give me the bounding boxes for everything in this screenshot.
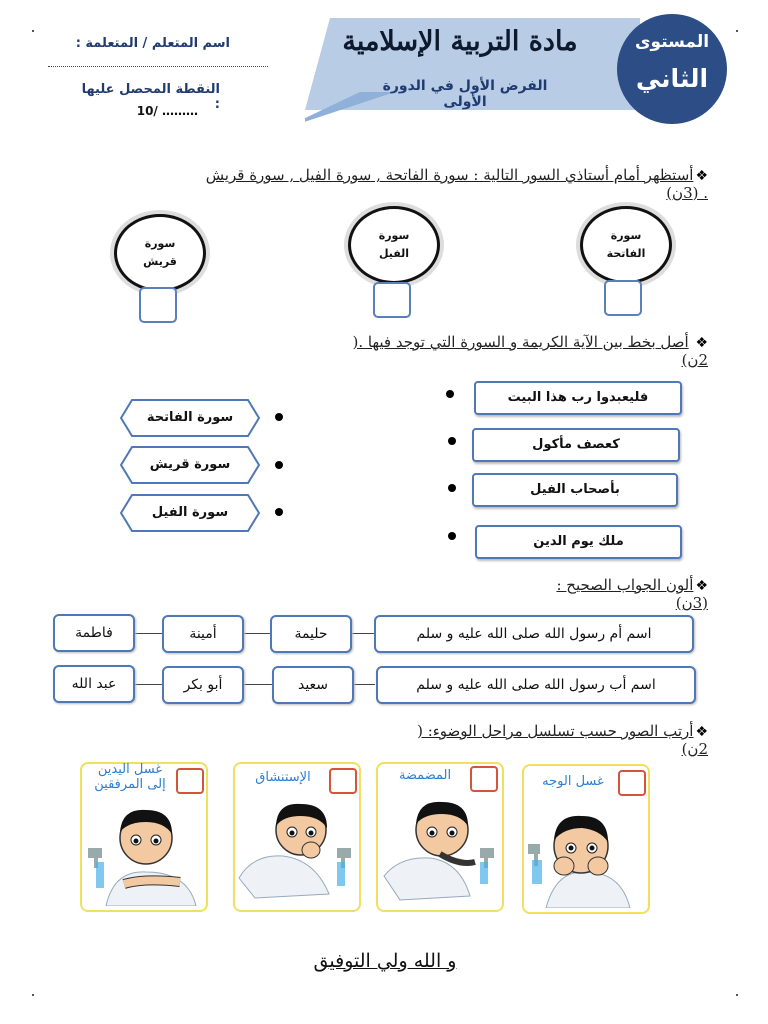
name-option[interactable]: أمينة — [162, 615, 244, 653]
exam-subtitle: الفرض الأول في الدورة الأولى — [382, 78, 548, 110]
diamond-bullet-icon: ❖ — [695, 335, 708, 351]
question-1 — [200, 166, 708, 202]
diamond-bullet-icon: ❖ — [695, 168, 708, 184]
corner-dot — [32, 994, 34, 996]
closing-phrase: و الله ولي التوفيق — [313, 950, 457, 972]
order-checkbox[interactable] — [329, 768, 357, 794]
question-3-text: ألون الجواب الصحيح : (3ن) — [556, 576, 708, 612]
corner-dot — [32, 30, 34, 32]
diamond-bullet-icon: ❖ — [695, 724, 708, 740]
surah-circle-line2: الفاتحة — [606, 247, 646, 260]
surah-circle — [348, 206, 440, 284]
surah-option[interactable] — [120, 494, 260, 532]
surah-option[interactable] — [120, 446, 260, 484]
verse-dot[interactable] — [448, 532, 456, 540]
order-checkbox[interactable] — [470, 766, 498, 792]
answer-checkbox[interactable] — [604, 280, 642, 316]
wudu-step-label: غسل الوجه — [542, 774, 604, 789]
score-value: 10/ ……… — [136, 104, 198, 118]
wudu-card — [80, 762, 208, 912]
verse-box[interactable]: بأصحاب الفيل — [472, 473, 678, 507]
question-4 — [396, 722, 708, 758]
wudu-step-label-line2: إلى المرفقين — [94, 777, 166, 792]
surah-circle — [114, 214, 206, 292]
wudu-card — [376, 762, 504, 912]
wudu-step-label — [86, 762, 174, 792]
wudu-step-label: الإستنشاق — [255, 770, 311, 785]
wudu-card — [522, 764, 650, 914]
surah-dot[interactable] — [275, 413, 283, 421]
surah-option-label: سورة قريش — [149, 457, 231, 472]
question-row-1: اسم أم رسول الله صلى الله عليه و سلم — [374, 615, 694, 653]
wudu-step-label: المضمضة — [398, 768, 452, 783]
surah-circle-line1: سورة — [610, 229, 642, 242]
surah-option[interactable] — [120, 399, 260, 437]
surah-option-label: سورة الفاتحة — [146, 410, 234, 425]
name-option[interactable]: حليمة — [270, 615, 352, 653]
verse-dot[interactable] — [448, 437, 456, 445]
question-2 — [340, 333, 708, 369]
student-name-field[interactable] — [48, 62, 268, 67]
verse-box[interactable]: كعصف مأكول — [472, 428, 680, 462]
verse-dot[interactable] — [448, 484, 456, 492]
surah-circle-line2: الفيل — [378, 247, 410, 260]
score-label: النقطة المحصل عليها : — [81, 82, 220, 112]
level-label: المستوى — [634, 32, 710, 52]
name-option[interactable]: عبد الله — [53, 665, 135, 703]
name-option[interactable]: سعيد — [272, 666, 354, 704]
name-option[interactable]: أبو بكر — [162, 666, 244, 704]
boy-washing-arms-icon — [84, 798, 202, 906]
level-value: الثاني — [635, 64, 709, 93]
boy-rinsing-mouth-icon — [380, 796, 498, 906]
diamond-bullet-icon: ❖ — [695, 578, 708, 594]
question-3 — [520, 576, 708, 612]
corner-dot — [736, 994, 738, 996]
verse-dot[interactable] — [446, 390, 454, 398]
surah-option-label: سورة الفيل — [151, 505, 229, 520]
corner-dot — [736, 30, 738, 32]
answer-checkbox[interactable] — [139, 287, 177, 323]
answer-checkbox[interactable] — [373, 282, 411, 318]
name-option[interactable]: فاطمة — [53, 614, 135, 652]
wudu-step-label-line1: غسل اليدين — [97, 762, 163, 777]
surah-dot[interactable] — [275, 508, 283, 516]
boy-washing-face-icon — [526, 800, 644, 908]
question-2-text: أصل بخط بين الآية الكريمة و السورة التي توجد فيها .( 2ن) — [352, 333, 708, 369]
surah-circle — [580, 206, 672, 284]
subject-title: مادة التربية الإسلامية — [342, 26, 578, 57]
verse-box[interactable]: فليعبدوا رب هذا البيت — [474, 381, 682, 415]
surah-circle-line2: قريش — [143, 255, 177, 268]
wudu-card — [233, 762, 361, 912]
surah-circle-line1: سورة — [144, 237, 176, 250]
question-1-text: أستظهر أمام أستاذي السور التالية : سورة الفاتحة , سورة الفيل , سورة قريش . (3ن) — [205, 166, 708, 202]
verse-box[interactable]: ملك يوم الدين — [475, 525, 682, 559]
surah-dot[interactable] — [275, 461, 283, 469]
order-checkbox[interactable] — [618, 770, 646, 796]
surah-circle-line1: سورة — [378, 229, 410, 242]
boy-rinsing-nose-icon — [237, 798, 355, 906]
student-name-label: اسم المتعلم / المتعلمة : — [75, 36, 230, 51]
question-4-text: أرتب الصور حسب تسلسل مراحل الوضوء: ( 2ن) — [417, 722, 708, 758]
order-checkbox[interactable] — [176, 768, 204, 794]
question-row-2: اسم أب رسول الله صلى الله عليه و سلم — [376, 666, 696, 704]
level-badge — [617, 14, 727, 124]
